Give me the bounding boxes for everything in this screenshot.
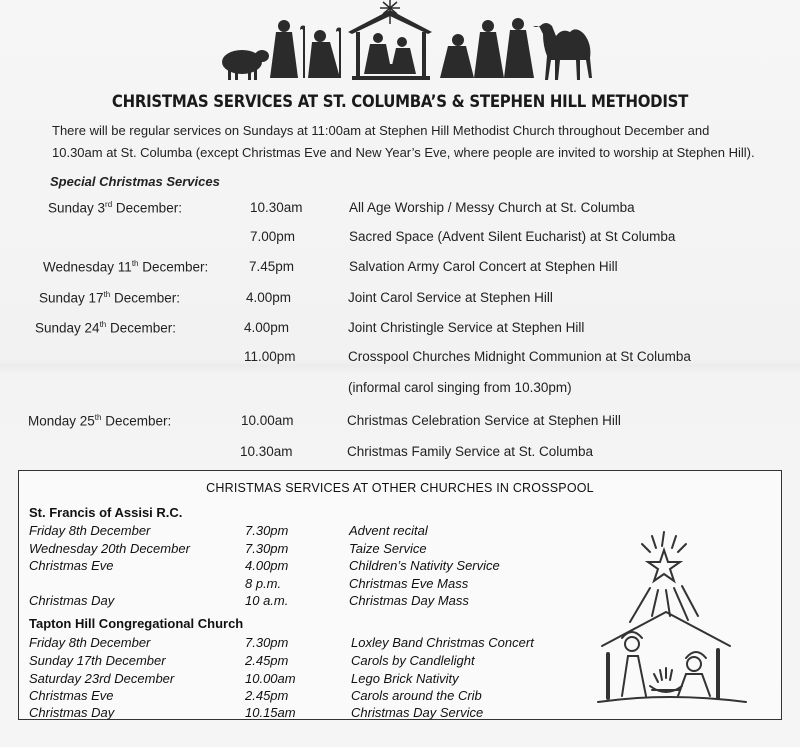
service-time: 2.45pm bbox=[245, 688, 289, 703]
service-description: Carols by Candlelight bbox=[351, 653, 475, 668]
day-text: Monday 25 bbox=[28, 413, 95, 429]
day-suffix: rd bbox=[105, 200, 113, 209]
service-description: Christmas Family Service at St. Columba bbox=[347, 444, 594, 459]
service-description: Sacred Space (Advent Silent Eucharist) at St Columba bbox=[349, 229, 676, 244]
service-time: 10.00am bbox=[241, 413, 294, 428]
service-time: 10.30am bbox=[250, 200, 303, 215]
other-churches-title: CHRISTMAS SERVICES AT OTHER CHURCHES IN CROSSPOOL bbox=[206, 481, 594, 495]
service-description: Lego Brick Nativity bbox=[351, 671, 459, 686]
service-description: Joint Carol Service at Stephen Hill bbox=[348, 290, 553, 305]
day-text: December: bbox=[112, 200, 182, 216]
service-day: Christmas Eve bbox=[29, 558, 114, 573]
nativity-silhouette-icon bbox=[218, 0, 598, 82]
service-time: 11.00pm bbox=[244, 349, 296, 364]
service-time: 4.00pm bbox=[244, 320, 290, 335]
service-time: 7.30pm bbox=[245, 523, 289, 538]
service-description: Children’s Nativity Service bbox=[349, 558, 500, 573]
day-text: December: bbox=[138, 259, 209, 275]
service-day: Friday 8th December bbox=[29, 523, 151, 538]
service-description: Christmas Eve Mass bbox=[349, 576, 469, 591]
service-time: 10.00am bbox=[245, 671, 296, 686]
day-text: December: bbox=[106, 320, 177, 336]
intro-line: 10.30am at St. Columba (except Christmas Eve and New Year’s Eve, where people are invited to worship at Stephen Hill). bbox=[52, 145, 755, 160]
service-day bbox=[39, 290, 180, 306]
service-time: 7.00pm bbox=[250, 229, 296, 244]
church-name: St. Francis of Assisi R.C. bbox=[29, 505, 183, 520]
service-description: Crosspool Churches Midnight Communion at St Columba bbox=[348, 349, 691, 364]
service-description: Salvation Army Carol Concert at Stephen Hill bbox=[349, 259, 618, 274]
service-day bbox=[43, 259, 208, 275]
service-day: Wednesday 20th December bbox=[29, 541, 190, 556]
service-day bbox=[48, 200, 182, 216]
service-description: Christmas Celebration Service at Stephen Hill bbox=[347, 413, 621, 428]
day-text: December: bbox=[101, 413, 172, 429]
service-time: 8 p.m. bbox=[245, 576, 282, 591]
day-suffix: th bbox=[94, 413, 102, 422]
service-description: Christmas Day Mass bbox=[349, 593, 469, 608]
service-day: Christmas Eve bbox=[29, 688, 114, 703]
service-description: Advent recital bbox=[349, 523, 428, 538]
service-day bbox=[28, 413, 171, 429]
service-description: All Age Worship / Messy Church at St. Columba bbox=[349, 200, 635, 215]
special-services-heading: Special Christmas Services bbox=[50, 174, 220, 189]
service-day: Saturday 23rd December bbox=[29, 671, 175, 686]
service-time: 7.30pm bbox=[245, 541, 289, 556]
service-time: 10.30am bbox=[240, 444, 293, 459]
service-description: Carols around the Crib bbox=[351, 688, 482, 703]
day-text: Wednesday 11 bbox=[43, 259, 132, 275]
day-suffix: th bbox=[131, 259, 139, 268]
intro-line: There will be regular services on Sundays at 11:00am at Stephen Hill Methodist Church throughout December and bbox=[52, 123, 710, 138]
day-suffix: th bbox=[99, 320, 107, 329]
day-text: Sunday 24 bbox=[35, 320, 100, 336]
nativity-stable-icon bbox=[594, 520, 754, 715]
service-day: Christmas Day bbox=[29, 593, 115, 608]
service-time: 4.00pm bbox=[245, 558, 289, 573]
service-time: 7.45pm bbox=[249, 259, 295, 274]
service-day: Sunday 17th December bbox=[29, 653, 166, 668]
service-day: Friday 8th December bbox=[29, 635, 151, 650]
service-time: 10 a.m. bbox=[245, 593, 289, 608]
service-day bbox=[35, 320, 176, 336]
service-description: Joint Christingle Service at Stephen Hill bbox=[348, 320, 585, 335]
church-name: Tapton Hill Congregational Church bbox=[29, 616, 244, 631]
service-note: (informal carol singing from 10.30pm) bbox=[348, 380, 572, 395]
day-text: Sunday 17 bbox=[39, 290, 104, 306]
service-time: 10.15am bbox=[245, 705, 296, 720]
service-time: 2.45pm bbox=[245, 653, 289, 668]
day-text: Sunday 3 bbox=[48, 200, 106, 216]
day-suffix: th bbox=[103, 290, 111, 299]
service-time: 4.00pm bbox=[246, 290, 292, 305]
service-description: Christmas Day Service bbox=[351, 705, 484, 720]
day-text: December: bbox=[110, 290, 181, 306]
service-day: Christmas Day bbox=[29, 705, 115, 720]
intro-paragraph bbox=[52, 120, 792, 164]
page-title: CHRISTMAS SERVICES AT ST. COLUMBA’S & STEPHEN HILL METHODIST bbox=[111, 92, 689, 112]
service-time: 7.30pm bbox=[245, 635, 289, 650]
service-description: Loxley Band Christmas Concert bbox=[351, 635, 534, 650]
service-description: Taize Service bbox=[349, 541, 427, 556]
